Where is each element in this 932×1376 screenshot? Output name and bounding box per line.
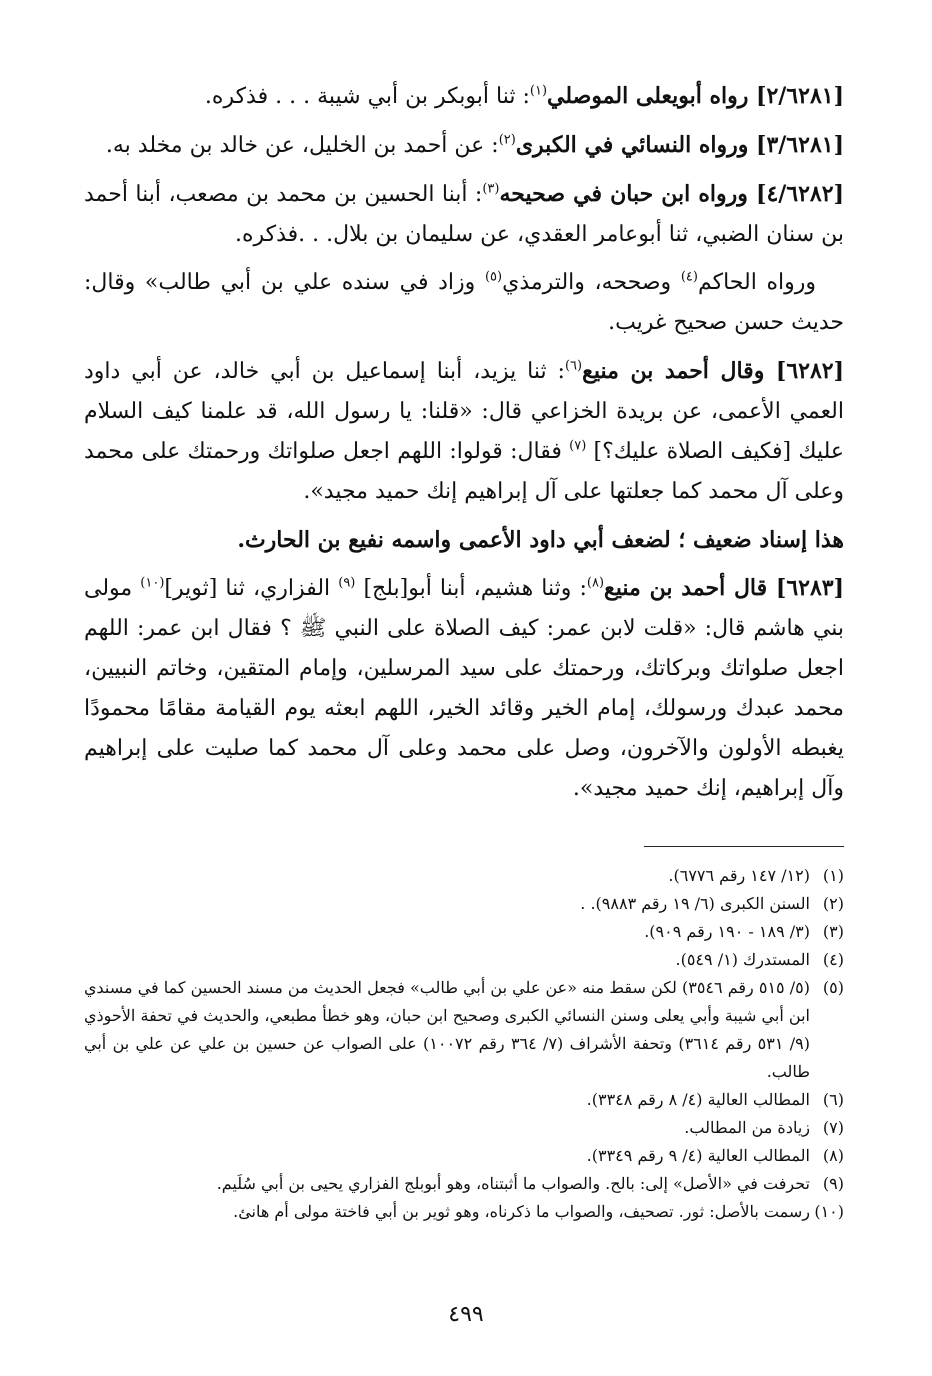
paragraph-6282-4 [84,174,844,255]
footnote-item [84,974,844,1086]
hadith-reference: [٣/٦٢٨١] ورواه النسائي في الكبرى [515,132,844,158]
footnote-item [84,1170,844,1198]
paragraph-text: : ثنا يزيد، أبنا إسماعيل بن أبي خالد، عن أبي داود العمي الأعمى، عن بريدة الخزاعي قال: «قلنا: يا رسول الله، قد علمنا كيف السلام عليك [فكيف الصلاة عليك؟] [84,359,845,464]
footnote-text: (٣/ ١٨٩ - ١٩٠ رقم ٩٠٩). [644,922,810,941]
footnote-number: (٣) [822,922,844,941]
footnote-marker: (٢) [498,132,516,148]
footnote-marker: (٥) [484,269,503,285]
footnote-number: (١) [822,866,844,885]
footnote-number: (٦) [822,1090,844,1109]
footnote-marker: (١٠) [140,575,165,591]
footnote-marker: (٤) [680,269,698,285]
paragraph-text: الفزاري، ثنا [ثوير] [164,576,339,601]
paragraph-6281-3 [84,125,844,166]
footnote-item [84,1142,844,1170]
paragraph-text: : عن أحمد بن الخليل، عن خالد بن مخلد به. [105,133,499,158]
paragraph-text: وزاد في سنده علي بن أبي طالب» وقال: حديث حسن صحيح غريب. [84,270,844,335]
paragraph-hakim-tirmidhi [84,263,844,343]
isnad-weakness-note: هذا إسناد ضعيف ؛ لضعف أبي داود الأعمى واسمه نفيع بن الحارث. [237,527,844,553]
paragraph-text: : وثنا هشيم، أبنا أبو[بلج] [355,576,587,601]
footnote-text: (٥/ ٥١٥ رقم ٣٥٤٦) لكن سقط منه «عن علي بن أبي طالب» فجعل الحديث من مسند الحسين كما في مسندي ابن أبي شيبة وأبي يعلى وسنن النسائي الكبرى وصحيح ابن حبان، وهو خطأ مطبعي، والحديث في تحفة الأحوذي (٩/ ٥٣١ رقم ٣٦١٤) وتحفة الأشراف (٧/ ٣٦٤ رقم ١٠٠٧٢) على الصواب عن حسين بن علي عن علي بن أبي طالب. [84,978,810,1081]
footnote-number: (٨) [822,1146,844,1165]
footnote-item [84,862,844,890]
hadith-reference: [٦٢٨٢] وقال أحمد بن منيع [582,358,844,384]
paragraph-text: ورواه الحاكم [697,270,817,295]
footnote-item [84,1198,844,1226]
footnote-item [84,1114,844,1142]
footnote-separator [644,846,844,847]
page-number: ٤٩٩ [448,1302,484,1327]
footnote-text: المطالب العالية (٤/ ٩ رقم ٣٣٤٩). [586,1146,810,1165]
footnote-marker: (٧) [569,438,587,454]
footnote-marker: (٨) [586,575,605,591]
footnote-item [84,1086,844,1114]
footnote-item [84,890,844,918]
footnote-text: المستدرك (١/ ٥٤٩). [675,950,810,969]
footnote-marker: (١) [529,83,548,99]
paragraph-text: فقال: قولوا: اللهم اجعل صلواتك ورحمتك على محمد وعلى آل محمد كما جعلتها على آل إبراهيم إنك حميد مجيد». [84,439,844,504]
footnote-marker: (٣) [482,181,500,197]
footnote-item [84,946,844,974]
main-text [84,76,844,817]
footnote-text: السنن الكبرى (٦/ ١٩ رقم ٩٨٨٣). . [580,894,810,913]
hadith-reference: [٢/٦٢٨١] رواه أبويعلى الموصلي [547,83,844,109]
footnote-text: رسمت بالأصل: ثور. تصحيف، والصواب ما ذكرناه، وهو ثوير بن أبي فاختة مولى أم هانئ. [233,1202,810,1221]
footnote-number: (١٠) [814,1202,844,1221]
hadith-reference: [٦٢٨٣] قال أحمد بن منيع [604,575,845,601]
paragraph-text: وصححه، والترمذي [502,270,681,295]
footnote-number: (٥) [822,978,844,997]
hadith-reference: [٤/٦٢٨٢] ورواه ابن حبان في صحيحه [499,181,844,207]
footnote-number: (٢) [822,894,844,913]
paragraph-text: : ثنا أبوبكر بن أبي شيبة . . . فذكره. [204,84,530,109]
paragraph-6281-2 [84,76,844,117]
footnote-number: (٤) [822,950,844,969]
paragraph-6282 [84,351,844,512]
paragraph-text: مولى بني هاشم قال: «قلت لابن عمر: كيف الصلاة على النبي ﷺ ؟ فقال ابن عمر: اللهم اجعل صلواتك وبركاتك، ورحمتك على سيد المرسلين، وإمام المتقين، وخاتم النبيين، محمد عبدك ورسولك، إمام الخير وقائد الخير، اللهم ابعثه يوم القيامة مقامًا محمودًا يغبطه الأولون والآخرون، وصل على محمد وعلى آل محمد كما صليت على إبراهيم وآل إبراهيم، إنك حميد مجيد». [84,576,844,801]
footnote-number: (٩) [822,1174,844,1193]
footnote-marker: (٩) [338,575,356,591]
footnote-text: زيادة من المطالب. [684,1118,810,1137]
footnote-text: المطالب العالية (٤/ ٨ رقم ٣٣٤٨). [586,1090,810,1109]
paragraph-6283 [84,568,844,809]
footnote-item [84,918,844,946]
footnotes [84,862,844,1226]
footnote-number: (٧) [822,1118,844,1137]
footnote-text: تحرفت في «الأصل» إلى: بالح. والصواب ما أثبتناه، وهو أبوبلج الفزاري يحيى بن أبي سُلَيم. [216,1174,810,1193]
paragraph-text: : أبنا الحسين بن محمد بن مصعب، أبنا أحمد بن سنان الضبي، ثنا أبوعامر العقدي، عن سليمان بن بلال. . .فذكره. [84,182,844,247]
footnote-marker: (٦) [564,358,583,374]
footnote-text: (١٢/ ١٤٧ رقم ٦٧٧٦). [668,866,810,885]
